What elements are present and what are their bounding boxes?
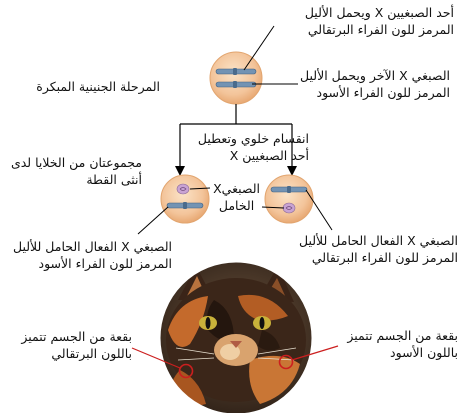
label-x-chromosome-orange: أحد الصبغيين X ويحمل الأليل المرمز للون الفراء البرتقالي [304,5,454,37]
label-inactive-x: الصبغيX الخامل [213,181,260,213]
barr-body-inactive-x [283,203,295,213]
x-chromosome-orange-allele [216,68,256,75]
label-active-x-orange: الصبغي X الفعال الحامل للأليل المرمز للون الفراء البرتقالي [299,233,458,265]
label-orange-patch: بقعة من الجسم تتميز باللون البرتقالي [21,329,132,361]
label-two-cell-groups: مجموعتان من الخلايا لدى أنثى القطة [10,155,142,187]
tortoiseshell-cat-photo [150,258,330,413]
x-chromosome-black-allele [216,81,256,88]
label-early-embryo-stage: المرحلة الجنينية المبكرة [36,79,160,94]
active-x-chromosome-black [167,202,203,209]
label-black-patch: بقعة من الجسم تتميز باللون الأسود [347,328,458,360]
daughter-cell-orange-active [265,175,313,223]
early-embryo-cell [210,52,262,104]
arrow-head-right [287,166,297,176]
pointer-line [244,26,274,70]
arrow-head-left [175,166,185,176]
label-active-x-black: الصبغي X الفعال الحامل للأليل المرمز للون الفراء الأسود [13,239,172,271]
label-cell-division: انقسام خلوي وتعطيل أحد الصبغيين X [197,131,309,163]
pointer-line [138,207,168,234]
barr-body-inactive-x [177,184,189,194]
daughter-cell-black-active [161,175,209,223]
label-x-chromosome-black: الصبغي X الآخر ويحمل الأليل المرمز للون الفراء الأسود [300,68,450,100]
active-x-chromosome-orange [271,186,307,193]
